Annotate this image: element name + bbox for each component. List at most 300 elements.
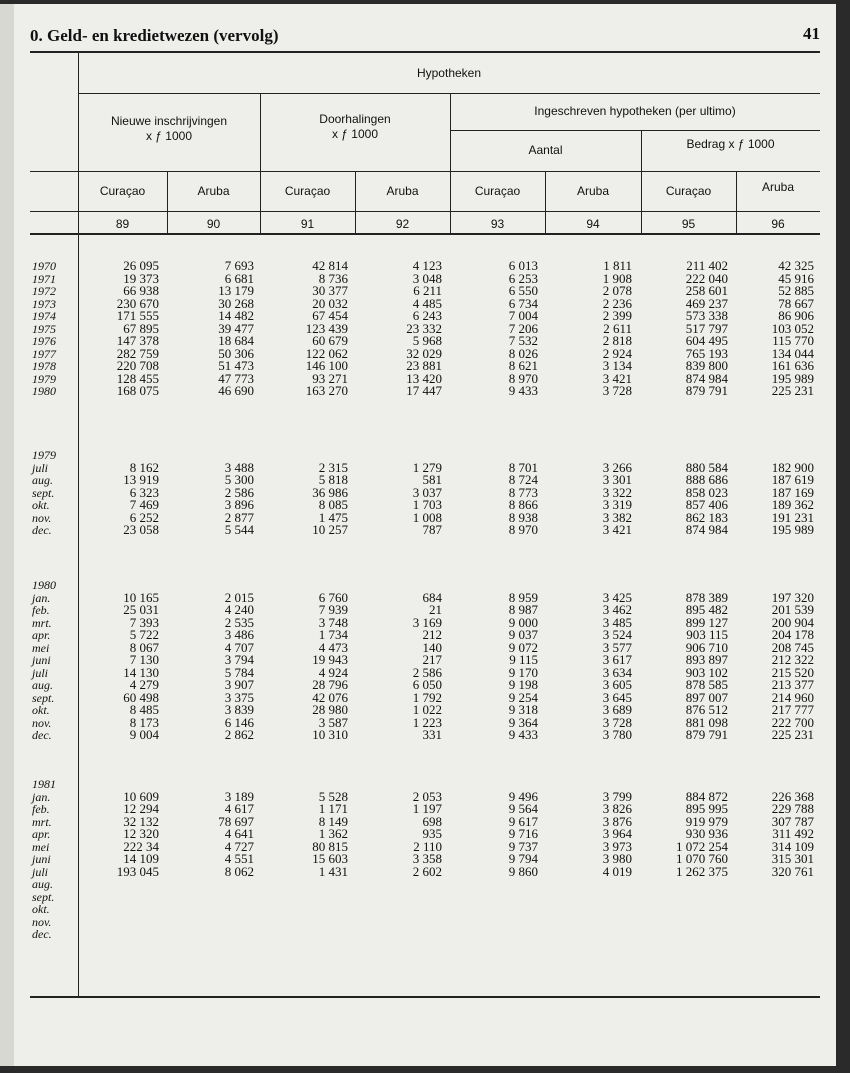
table-cell: 1 811 (603, 258, 632, 273)
rule-ingeschreven (450, 130, 820, 131)
table-cell: 4 019 (602, 863, 632, 879)
table-cell: 1 279 (412, 459, 442, 475)
table-cell: 3 134 (602, 358, 632, 373)
table-cell: 7 130 (129, 652, 159, 667)
table-cell: 10 310 (312, 727, 348, 742)
table-cell: 3 421 (602, 370, 632, 386)
table-cell: 171 555 (116, 308, 159, 323)
value-column-89-block-2 (69, 449, 159, 537)
table-cell: 78 697 (218, 813, 254, 829)
table-cell: 10 609 (123, 788, 159, 804)
table-cell: 3 037 (412, 484, 442, 500)
table-cell: 9 496 (508, 788, 538, 804)
col-number-91: 91 (300, 217, 315, 231)
table-cell: 3 728 (602, 383, 632, 398)
table-cell: 230 670 (116, 295, 159, 311)
col-number-94: 94 (586, 217, 600, 231)
table-cell: 66 938 (123, 283, 159, 298)
value-column-96-block-4 (724, 778, 814, 878)
value-column-92-block-2 (352, 449, 442, 537)
table-cell: 128 455 (116, 370, 159, 386)
row-label: 1980 (32, 578, 56, 592)
table-cell: 3 485 (602, 614, 632, 630)
table-cell: 884 872 (685, 788, 728, 804)
table-cell: 258 601 (685, 283, 728, 298)
table-cell: 220 708 (116, 358, 159, 373)
table-cell: 1 022 (412, 702, 442, 717)
row-label: juli (32, 665, 49, 680)
table-cell: 26 095 (123, 258, 159, 273)
table-cell: 879 791 (685, 727, 728, 742)
value-column-95-block-4 (638, 778, 728, 878)
row-label: mei (32, 640, 50, 655)
value-column-91-block-2 (258, 449, 348, 537)
table-cell: 3 634 (602, 664, 632, 680)
table-cell: 211 402 (686, 258, 728, 273)
row-label: aug. (32, 877, 53, 891)
table-cell: 4 727 (224, 838, 254, 854)
value-column-94-block-2 (542, 449, 632, 537)
col-header-curacao-93: Curaçao (474, 184, 521, 198)
table-cell: 7 939 (318, 602, 348, 617)
table-cell: 517 797 (685, 320, 728, 336)
value-column-94-block-4 (542, 778, 632, 878)
col-number-93: 93 (490, 217, 505, 231)
header-doorhalingen (260, 112, 450, 142)
table-cell: 3 462 (602, 602, 632, 617)
book-spine (0, 4, 15, 1066)
table-cell: 857 406 (685, 497, 728, 512)
table-cell: 5 544 (224, 522, 254, 537)
col-header-curacao-89: Curaçao (99, 184, 146, 198)
value-column-93-block-3 (448, 579, 538, 742)
table-cell: 6 323 (129, 484, 159, 500)
table-cell: 8 173 (129, 714, 159, 730)
table-cell: 3 605 (602, 677, 632, 692)
table-cell: 1 703 (412, 497, 442, 512)
table-cell: 23 881 (406, 358, 442, 373)
row-label: 1970 (32, 259, 56, 273)
table-cell: 876 512 (685, 702, 728, 717)
row-label: mei (32, 839, 50, 854)
col-number-96: 96 (771, 217, 785, 231)
table-cell: 4 551 (224, 851, 254, 866)
table-cell: 8 736 (318, 270, 348, 286)
table-cell: 115 770 (772, 333, 814, 348)
rule-header-bottom (30, 233, 820, 235)
table-cell: 1 362 (318, 826, 348, 841)
table-cell: 888 686 (685, 472, 728, 487)
table-cell: 8 485 (129, 702, 159, 717)
table-cell: 893 897 (685, 652, 728, 667)
table-cell: 215 520 (771, 664, 814, 680)
table-cell: 5 784 (224, 664, 254, 680)
rule-columns-bottom (30, 211, 820, 212)
table-cell: 6 252 (129, 509, 159, 525)
row-label: juli (32, 864, 49, 879)
table-cell: 12 294 (123, 801, 159, 816)
table-cell: 6 013 (508, 258, 538, 273)
table-cell: 9 004 (129, 727, 159, 742)
table-cell: 8 621 (508, 358, 538, 373)
table-cell: 9 254 (508, 689, 538, 705)
table-cell: 1 197 (412, 801, 442, 816)
table-cell: 1 223 (412, 714, 442, 730)
row-label: juni (32, 653, 51, 667)
table-cell: 47 773 (218, 370, 254, 386)
table-cell: 147 378 (116, 333, 159, 348)
rule-group-bottom (30, 171, 820, 172)
table-cell: 3 375 (224, 689, 254, 705)
table-cell: 103 052 (771, 320, 814, 336)
table-cell: 3 748 (318, 614, 348, 630)
header-hypotheken: Hypotheken (416, 66, 482, 80)
value-column-89-block-4 (69, 778, 159, 878)
table-cell: 4 707 (224, 639, 254, 655)
table-cell: 2 586 (412, 664, 442, 680)
table-cell: 895 482 (685, 602, 728, 617)
table-cell: 6 550 (508, 283, 538, 298)
table-cell: 42 325 (778, 258, 814, 273)
table-cell: 2 602 (412, 863, 442, 879)
table-cell: 39 477 (218, 320, 254, 336)
table-cell: 3 617 (602, 652, 632, 667)
table-cell: 25 031 (123, 602, 159, 617)
table-cell: 862 183 (685, 509, 728, 525)
value-column-90-block-4 (164, 778, 254, 878)
table-cell: 14 130 (123, 664, 159, 680)
table-cell: 1 072 254 (676, 838, 728, 854)
table-cell: 28 980 (312, 702, 348, 717)
header-aantal: Aantal (528, 143, 563, 157)
table-cell: 8 149 (318, 813, 348, 829)
table-cell: 193 045 (116, 863, 159, 879)
header-door-line2: x ƒ 1000 (331, 127, 379, 141)
table-cell: 3 266 (602, 459, 632, 475)
table-cell: 122 062 (305, 345, 348, 361)
table-cell: 895 995 (685, 801, 728, 816)
table-cell: 2 110 (413, 838, 442, 854)
table-cell: 314 109 (771, 838, 814, 854)
table-cell: 2 078 (602, 283, 632, 298)
table-cell: 222 700 (771, 714, 814, 730)
row-label: apr. (32, 827, 51, 841)
row-label: sept. (32, 889, 55, 904)
row-label: dec. (32, 927, 52, 941)
table-cell: 6 734 (508, 295, 538, 311)
table-cell: 3 048 (412, 270, 442, 286)
table-cell: 195 989 (771, 522, 814, 537)
table-cell: 195 989 (771, 370, 814, 386)
table-cell: 3 421 (602, 522, 632, 537)
table-cell: 7 004 (508, 308, 538, 323)
table-cell: 4 924 (318, 664, 348, 680)
table-cell: 3 839 (224, 702, 254, 717)
table-cell: 46 690 (218, 383, 254, 398)
table-cell: 45 916 (778, 270, 814, 286)
table-cell: 212 (422, 627, 442, 642)
table-cell: 469 237 (685, 295, 728, 311)
value-column-90-block-1 (164, 260, 254, 398)
table-cell: 226 368 (771, 788, 814, 804)
row-label: 1979 (32, 448, 56, 462)
table-cell: 212 322 (771, 652, 814, 667)
value-column-95-block-3 (638, 579, 728, 742)
table-cell: 573 338 (685, 308, 728, 323)
table-cell: 7 393 (129, 614, 159, 630)
table-cell: 2 015 (224, 589, 254, 605)
table-cell: 698 (422, 813, 442, 829)
row-label: 1979 (32, 371, 56, 386)
row-label: aug. (32, 473, 53, 487)
table-cell: 874 984 (685, 522, 728, 537)
table-cell: 8 959 (508, 589, 538, 605)
table-cell: 9 037 (508, 627, 538, 642)
table-cell: 903 102 (685, 664, 728, 680)
table-cell: 3 425 (602, 589, 632, 605)
header-ingeschreven: Ingeschreven hypotheken (per ultimo) (534, 104, 736, 118)
table-cell: 9 617 (508, 813, 538, 829)
table-cell: 51 473 (218, 358, 254, 373)
table-cell: 134 044 (771, 345, 814, 361)
table-cell: 3 358 (412, 851, 442, 866)
table-cell: 3 794 (224, 652, 254, 667)
table-cell: 858 023 (685, 484, 728, 500)
table-cell: 1 431 (318, 863, 348, 879)
table-cell: 2 315 (318, 459, 348, 475)
table-cell: 897 007 (685, 689, 728, 705)
table-cell: 140 (422, 639, 442, 655)
table-cell: 9 198 (508, 677, 538, 692)
row-label: okt. (32, 902, 50, 916)
rule-bottom (30, 996, 820, 998)
table-cell: 32 029 (406, 345, 442, 361)
table-cell: 3 524 (602, 627, 632, 642)
table-cell: 18 684 (218, 333, 254, 348)
table-cell: 1 908 (602, 270, 632, 286)
col-header-aruba-96: Aruba (761, 180, 795, 194)
table-cell: 4 123 (412, 258, 442, 273)
value-column-95-block-2 (638, 449, 728, 537)
table-cell: 20 032 (312, 295, 348, 311)
table-cell: 60 679 (312, 333, 348, 348)
table-cell: 8 970 (508, 522, 538, 537)
table-cell: 765 193 (685, 345, 728, 361)
page-title: 0. Geld- en kredietwezen (vervolg) (30, 26, 279, 45)
table-cell: 17 447 (406, 383, 442, 398)
table-cell: 874 984 (685, 370, 728, 386)
table-cell: 9 170 (508, 664, 538, 680)
table-cell: 879 791 (685, 383, 728, 398)
row-label: juli (32, 460, 49, 475)
table-cell: 1 070 760 (676, 851, 728, 866)
table-cell: 6 050 (412, 677, 442, 692)
table-cell: 880 584 (685, 459, 728, 475)
table-cell: 32 132 (123, 813, 159, 829)
table-cell: 878 389 (685, 589, 728, 605)
table-cell: 146 100 (305, 358, 348, 373)
row-label: dec. (32, 728, 52, 742)
table-cell: 80 815 (312, 838, 348, 854)
table-cell: 3 964 (602, 826, 632, 841)
col-number-90: 90 (206, 217, 221, 231)
table-cell: 163 270 (305, 383, 348, 398)
table-cell: 8 866 (508, 497, 538, 512)
row-label: 1978 (32, 359, 56, 373)
table-cell: 906 710 (685, 639, 728, 655)
table-cell: 213 377 (771, 677, 814, 692)
table-cell: 307 787 (771, 813, 814, 829)
table-cell: 13 420 (406, 370, 442, 386)
row-label: nov. (32, 914, 52, 929)
value-column-92-block-1 (352, 260, 442, 398)
table-cell: 187 619 (771, 472, 814, 487)
table-cell: 878 585 (685, 677, 728, 692)
table-cell: 930 936 (685, 826, 728, 841)
value-column-92-block-4 (352, 778, 442, 878)
table-cell: 9 860 (508, 863, 538, 879)
table-cell: 604 495 (685, 333, 728, 348)
table-cell: 3 896 (224, 497, 254, 512)
row-label: dec. (32, 523, 52, 537)
table-cell: 161 636 (771, 358, 814, 373)
row-label: 1977 (32, 346, 56, 361)
row-label: 1976 (32, 334, 56, 348)
row-label: aug. (32, 678, 53, 692)
table-cell: 42 076 (312, 689, 348, 705)
table-cell: 187 169 (771, 484, 814, 500)
table-cell: 684 (422, 589, 442, 605)
value-column-94-block-1 (542, 260, 632, 398)
table-cell: 5 528 (318, 788, 348, 804)
col-number-89: 89 (115, 217, 130, 231)
table-cell: 8 701 (508, 459, 538, 475)
table-cell: 320 761 (771, 863, 814, 879)
row-label: mrt. (32, 615, 52, 630)
table-cell: 9 716 (508, 826, 538, 841)
table-cell: 3 486 (224, 627, 254, 642)
table-cell: 225 231 (771, 383, 814, 398)
table-cell: 3 973 (602, 838, 632, 854)
table-cell: 13 179 (218, 283, 254, 298)
table-cell: 6 253 (508, 270, 538, 286)
table-cell: 7 469 (129, 497, 159, 512)
table-cell: 4 240 (224, 602, 254, 617)
table-cell: 4 279 (129, 677, 159, 692)
table-cell: 4 617 (224, 801, 254, 816)
table-cell: 311 492 (772, 826, 814, 841)
table-cell: 9 794 (508, 851, 538, 866)
table-cell: 9 433 (508, 383, 538, 398)
table-cell: 15 603 (312, 851, 348, 866)
value-column-96-block-2 (724, 449, 814, 537)
table-cell: 9 737 (508, 838, 538, 854)
table-cell: 3 322 (602, 484, 632, 500)
table-cell: 23 332 (406, 320, 442, 336)
row-label: feb. (32, 802, 50, 816)
row-label: 1974 (32, 309, 56, 323)
table-cell: 3 382 (602, 509, 632, 525)
table-cell: 222 040 (685, 270, 728, 286)
table-cell: 60 498 (123, 689, 159, 705)
table-cell: 9 115 (509, 652, 538, 667)
table-cell: 9 364 (508, 714, 538, 730)
table-cell: 8 067 (129, 639, 159, 655)
table-cell: 2 586 (224, 484, 254, 500)
table-cell: 78 667 (778, 295, 814, 311)
rule-top (30, 51, 820, 53)
table-cell: 8 085 (318, 497, 348, 512)
value-column-94-block-3 (542, 579, 632, 742)
table-cell: 12 320 (123, 826, 159, 841)
row-label: 1973 (32, 296, 56, 311)
col-header-curacao-95: Curaçao (665, 184, 712, 198)
table-cell: 10 257 (312, 522, 348, 537)
table-cell: 222 34 (123, 838, 159, 854)
table-cell: 881 098 (685, 714, 728, 730)
table-cell: 5 818 (318, 472, 348, 487)
table-cell: 3 587 (318, 714, 348, 730)
table-cell: 13 919 (123, 472, 159, 487)
table-cell: 1 475 (318, 509, 348, 525)
col-header-aruba-92: Aruba (386, 184, 419, 198)
table-cell: 217 (422, 652, 442, 667)
table-cell: 3 876 (602, 813, 632, 829)
table-cell: 14 482 (218, 308, 254, 323)
table-cell: 8 026 (508, 345, 538, 361)
table-cell: 9 000 (508, 614, 538, 630)
table-cell: 1 262 375 (676, 863, 728, 879)
row-label: sept. (32, 485, 55, 500)
table-cell: 7 532 (508, 333, 538, 348)
table-cell: 9 433 (508, 727, 538, 742)
header-nieuwe-line2: x ƒ 1000 (145, 129, 193, 143)
table-cell: 2 924 (602, 345, 632, 361)
value-column-96-block-1 (724, 260, 814, 398)
table-cell: 8 062 (224, 863, 254, 879)
col-number-92: 92 (395, 217, 410, 231)
value-column-90-block-2 (164, 449, 254, 537)
value-column-93-block-4 (448, 778, 538, 878)
table-cell: 2 053 (412, 788, 442, 804)
row-label: jan. (32, 789, 51, 804)
table-cell: 1 734 (318, 627, 348, 642)
table-cell: 8 162 (129, 459, 159, 475)
table-cell: 8 724 (508, 472, 538, 487)
row-label: nov. (32, 715, 52, 730)
value-column-92-block-3 (352, 579, 442, 742)
table-cell: 168 075 (116, 383, 159, 398)
table-cell: 3 169 (412, 614, 442, 630)
table-cell: 225 231 (771, 727, 814, 742)
row-label: 1981 (32, 777, 56, 791)
rule-hypotheken (78, 93, 820, 94)
table-cell: 42 814 (312, 258, 348, 273)
row-label: 1980 (32, 384, 56, 398)
row-label: jan. (32, 590, 51, 605)
table-cell: 3 319 (602, 497, 632, 512)
table-cell: 36 986 (312, 484, 348, 500)
table-cell: 86 906 (778, 308, 814, 323)
table-cell: 3 645 (602, 689, 632, 705)
row-label: 1975 (32, 321, 56, 336)
table-cell: 5 968 (412, 333, 442, 348)
table-cell: 8 938 (508, 509, 538, 525)
table-cell: 4 641 (224, 826, 254, 841)
table-cell: 19 373 (123, 270, 159, 286)
table-cell: 787 (422, 522, 442, 537)
table-cell: 1 008 (412, 509, 442, 525)
